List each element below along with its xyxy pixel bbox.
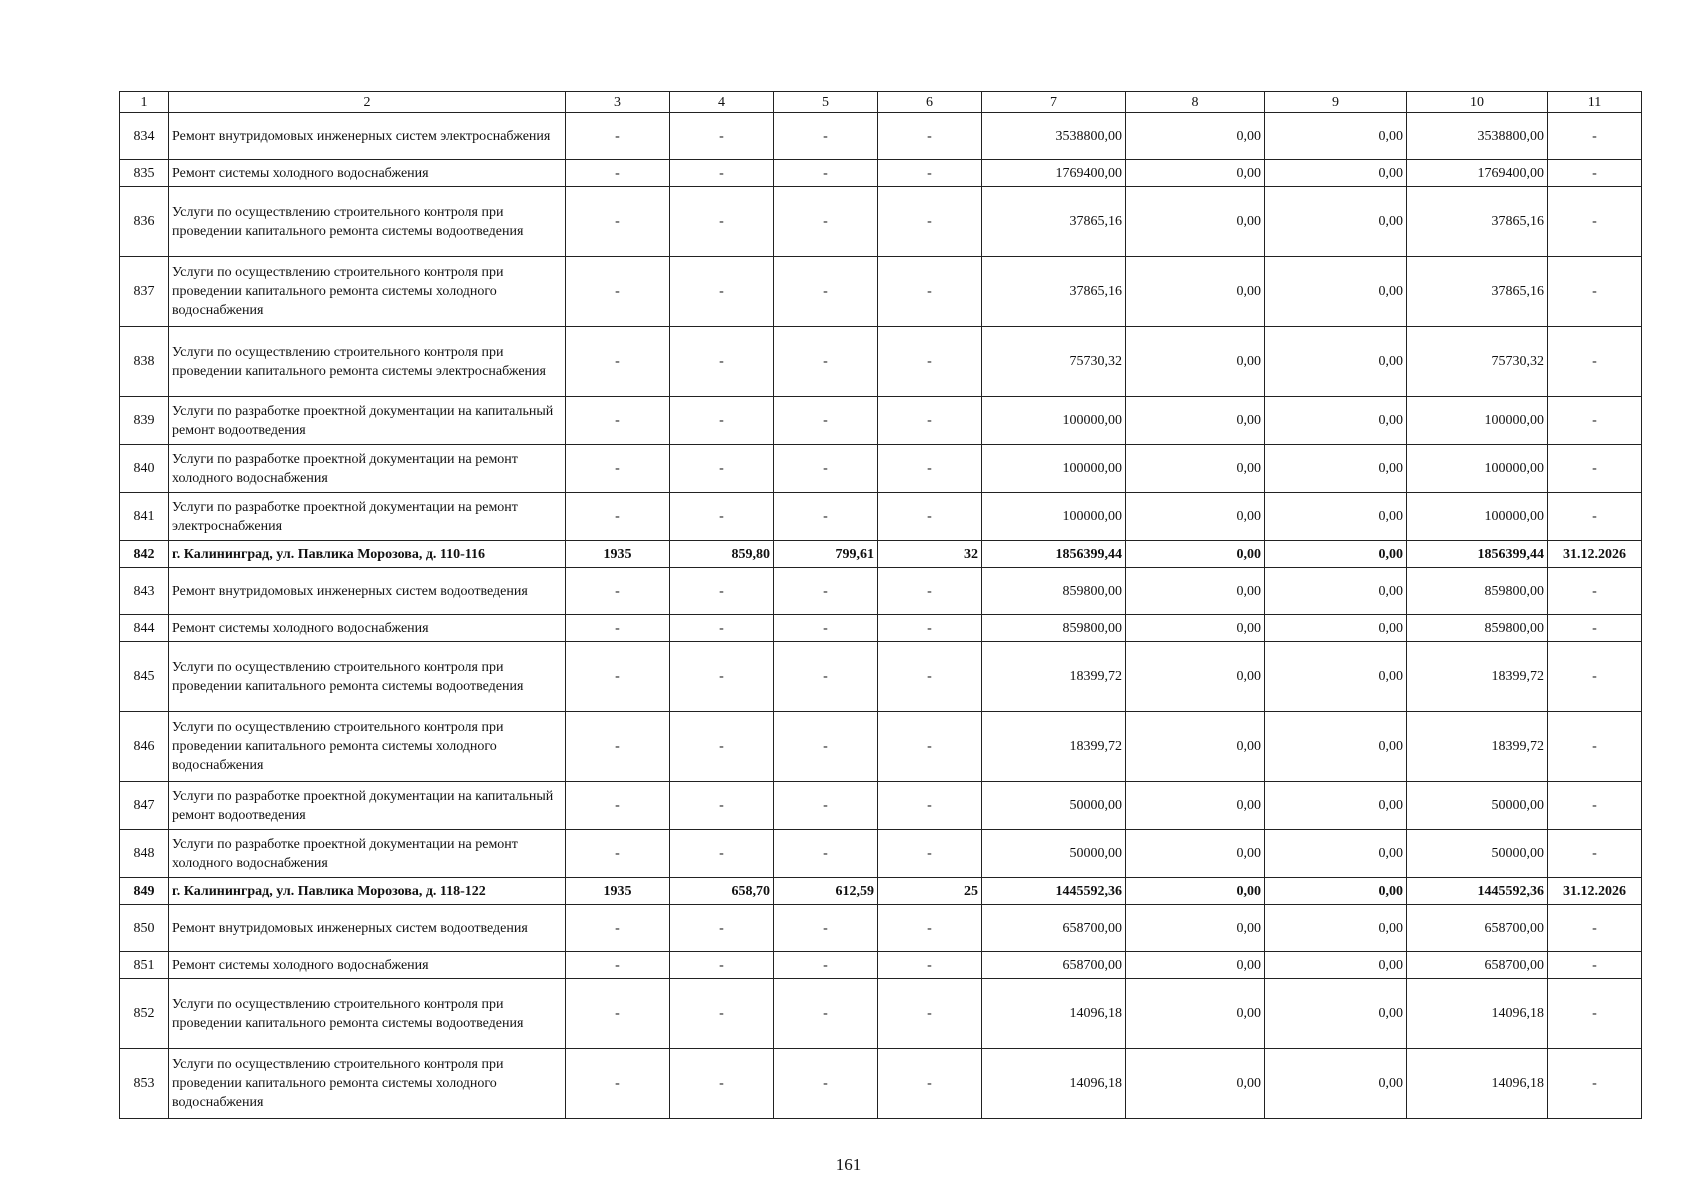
living-area-cell: - xyxy=(774,257,878,327)
column-header: 8 xyxy=(1126,92,1265,113)
budget-cost-cell: 0,00 xyxy=(1265,113,1407,160)
fund-cost-cell: 0,00 xyxy=(1126,493,1265,541)
description-cell: Услуги по разработке проектной документации на ремонт электроснабжения xyxy=(169,493,566,541)
deadline-cell: - xyxy=(1548,712,1642,782)
page-number: 161 xyxy=(835,1155,862,1174)
fund-cost-cell: 0,00 xyxy=(1126,1049,1265,1119)
residents-cell: - xyxy=(878,615,982,642)
living-area-cell: 799,61 xyxy=(774,541,878,568)
living-area-cell: - xyxy=(774,113,878,160)
owners-cost-cell: 100000,00 xyxy=(1407,445,1548,493)
table-row xyxy=(120,493,1642,541)
year-cell: - xyxy=(566,397,670,445)
row-number-cell: 850 xyxy=(120,905,169,952)
description-cell: Услуги по осуществлению строительного контроля при проведении капитального ремонта системы водоотведения xyxy=(169,979,566,1049)
description-cell: Ремонт внутридомовых инженерных систем водоотведения xyxy=(169,568,566,615)
deadline-cell: 31.12.2026 xyxy=(1548,541,1642,568)
living-area-cell: - xyxy=(774,1049,878,1119)
deadline-cell: - xyxy=(1548,493,1642,541)
deadline-cell: - xyxy=(1548,160,1642,187)
row-number-cell: 841 xyxy=(120,493,169,541)
owners-cost-cell: 1769400,00 xyxy=(1407,160,1548,187)
deadline-cell: - xyxy=(1548,905,1642,952)
fund-cost-cell: 0,00 xyxy=(1126,952,1265,979)
budget-cost-cell: 0,00 xyxy=(1265,257,1407,327)
fund-cost-cell: 0,00 xyxy=(1126,568,1265,615)
living-area-cell: - xyxy=(774,568,878,615)
table-row xyxy=(120,905,1642,952)
year-cell: - xyxy=(566,952,670,979)
table-row xyxy=(120,712,1642,782)
total-cost-cell: 658700,00 xyxy=(982,905,1126,952)
description-cell: Ремонт внутридомовых инженерных систем водоотведения xyxy=(169,905,566,952)
total-cost-cell: 100000,00 xyxy=(982,397,1126,445)
residents-cell: 32 xyxy=(878,541,982,568)
residents-cell: - xyxy=(878,952,982,979)
owners-cost-cell: 18399,72 xyxy=(1407,642,1548,712)
budget-cost-cell: 0,00 xyxy=(1265,327,1407,397)
table-row xyxy=(120,782,1642,830)
owners-cost-cell: 658700,00 xyxy=(1407,952,1548,979)
residents-cell: - xyxy=(878,113,982,160)
budget-cost-cell: 0,00 xyxy=(1265,445,1407,493)
total-cost-cell: 658700,00 xyxy=(982,952,1126,979)
living-area-cell: - xyxy=(774,905,878,952)
table-body xyxy=(120,113,1642,1119)
total-cost-cell: 3538800,00 xyxy=(982,113,1126,160)
table-row xyxy=(120,615,1642,642)
deadline-cell: - xyxy=(1548,187,1642,257)
row-number-cell: 844 xyxy=(120,615,169,642)
owners-cost-cell: 1445592,36 xyxy=(1407,878,1548,905)
total-cost-cell: 859800,00 xyxy=(982,615,1126,642)
budget-cost-cell: 0,00 xyxy=(1265,1049,1407,1119)
row-number-cell: 838 xyxy=(120,327,169,397)
residents-cell: - xyxy=(878,493,982,541)
fund-cost-cell: 0,00 xyxy=(1126,541,1265,568)
column-header: 6 xyxy=(878,92,982,113)
total-area-cell: - xyxy=(670,327,774,397)
description-cell: г. Калининград, ул. Павлика Морозова, д. 110-116 xyxy=(169,541,566,568)
year-cell: - xyxy=(566,568,670,615)
row-number-cell: 852 xyxy=(120,979,169,1049)
total-area-cell: - xyxy=(670,493,774,541)
owners-cost-cell: 50000,00 xyxy=(1407,830,1548,878)
row-number-cell: 835 xyxy=(120,160,169,187)
year-cell: - xyxy=(566,257,670,327)
fund-cost-cell: 0,00 xyxy=(1126,830,1265,878)
year-cell: - xyxy=(566,712,670,782)
total-cost-cell: 37865,16 xyxy=(982,187,1126,257)
column-header: 3 xyxy=(566,92,670,113)
address-row xyxy=(120,878,1642,905)
residents-cell: - xyxy=(878,445,982,493)
total-cost-cell: 1856399,44 xyxy=(982,541,1126,568)
column-header: 1 xyxy=(120,92,169,113)
row-number-cell: 849 xyxy=(120,878,169,905)
row-number-cell: 846 xyxy=(120,712,169,782)
year-cell: - xyxy=(566,642,670,712)
description-cell: Услуги по осуществлению строительного контроля при проведении капитального ремонта системы водоотведения xyxy=(169,642,566,712)
owners-cost-cell: 50000,00 xyxy=(1407,782,1548,830)
table-row xyxy=(120,113,1642,160)
total-area-cell: - xyxy=(670,113,774,160)
total-cost-cell: 50000,00 xyxy=(982,830,1126,878)
residents-cell: - xyxy=(878,568,982,615)
budget-cost-cell: 0,00 xyxy=(1265,782,1407,830)
deadline-cell: - xyxy=(1548,568,1642,615)
owners-cost-cell: 100000,00 xyxy=(1407,397,1548,445)
budget-cost-cell: 0,00 xyxy=(1265,712,1407,782)
total-area-cell: - xyxy=(670,952,774,979)
fund-cost-cell: 0,00 xyxy=(1126,642,1265,712)
budget-cost-cell: 0,00 xyxy=(1265,615,1407,642)
living-area-cell: - xyxy=(774,327,878,397)
total-cost-cell: 50000,00 xyxy=(982,782,1126,830)
owners-cost-cell: 3538800,00 xyxy=(1407,113,1548,160)
deadline-cell: - xyxy=(1548,397,1642,445)
fund-cost-cell: 0,00 xyxy=(1126,187,1265,257)
year-cell: - xyxy=(566,493,670,541)
table-row xyxy=(120,160,1642,187)
fund-cost-cell: 0,00 xyxy=(1126,160,1265,187)
living-area-cell: - xyxy=(774,493,878,541)
table-row xyxy=(120,830,1642,878)
total-area-cell: - xyxy=(670,782,774,830)
total-area-cell: - xyxy=(670,160,774,187)
table-row xyxy=(120,327,1642,397)
total-cost-cell: 100000,00 xyxy=(982,445,1126,493)
table-row xyxy=(120,187,1642,257)
budget-cost-cell: 0,00 xyxy=(1265,160,1407,187)
row-number-cell: 843 xyxy=(120,568,169,615)
owners-cost-cell: 859800,00 xyxy=(1407,615,1548,642)
residents-cell: - xyxy=(878,905,982,952)
owners-cost-cell: 859800,00 xyxy=(1407,568,1548,615)
living-area-cell: - xyxy=(774,782,878,830)
owners-cost-cell: 1856399,44 xyxy=(1407,541,1548,568)
table-row xyxy=(120,979,1642,1049)
table-row xyxy=(120,952,1642,979)
table-row xyxy=(120,397,1642,445)
total-area-cell: - xyxy=(670,1049,774,1119)
residents-cell: - xyxy=(878,642,982,712)
row-number-cell: 845 xyxy=(120,642,169,712)
fund-cost-cell: 0,00 xyxy=(1126,712,1265,782)
residents-cell: - xyxy=(878,257,982,327)
year-cell: 1935 xyxy=(566,541,670,568)
row-number-cell: 853 xyxy=(120,1049,169,1119)
row-number-cell: 842 xyxy=(120,541,169,568)
total-area-cell: - xyxy=(670,615,774,642)
deadline-cell: - xyxy=(1548,642,1642,712)
total-cost-cell: 75730,32 xyxy=(982,327,1126,397)
column-header: 2 xyxy=(169,92,566,113)
table-row xyxy=(120,445,1642,493)
year-cell: - xyxy=(566,1049,670,1119)
budget-cost-cell: 0,00 xyxy=(1265,878,1407,905)
year-cell: - xyxy=(566,445,670,493)
year-cell: - xyxy=(566,187,670,257)
deadline-cell: - xyxy=(1548,615,1642,642)
budget-cost-cell: 0,00 xyxy=(1265,830,1407,878)
budget-cost-cell: 0,00 xyxy=(1265,568,1407,615)
deadline-cell: - xyxy=(1548,113,1642,160)
row-number-cell: 834 xyxy=(120,113,169,160)
deadline-cell: - xyxy=(1548,1049,1642,1119)
row-number-cell: 840 xyxy=(120,445,169,493)
year-cell: 1935 xyxy=(566,878,670,905)
fund-cost-cell: 0,00 xyxy=(1126,782,1265,830)
year-cell: - xyxy=(566,782,670,830)
deadline-cell: - xyxy=(1548,257,1642,327)
living-area-cell: - xyxy=(774,642,878,712)
residents-cell: - xyxy=(878,160,982,187)
deadline-cell: 31.12.2026 xyxy=(1548,878,1642,905)
budget-cost-cell: 0,00 xyxy=(1265,905,1407,952)
deadline-cell: - xyxy=(1548,445,1642,493)
data-table xyxy=(119,91,1642,1119)
column-header: 5 xyxy=(774,92,878,113)
year-cell: - xyxy=(566,113,670,160)
fund-cost-cell: 0,00 xyxy=(1126,113,1265,160)
description-cell: Услуги по разработке проектной документации на ремонт холодного водоснабжения xyxy=(169,830,566,878)
description-cell: Услуги по осуществлению строительного контроля при проведении капитального ремонта системы холодного водоснабжения xyxy=(169,1049,566,1119)
deadline-cell: - xyxy=(1548,830,1642,878)
year-cell: - xyxy=(566,327,670,397)
total-area-cell: - xyxy=(670,257,774,327)
row-number-cell: 848 xyxy=(120,830,169,878)
description-cell: Ремонт внутридомовых инженерных систем электроснабжения xyxy=(169,113,566,160)
deadline-cell: - xyxy=(1548,979,1642,1049)
residents-cell: - xyxy=(878,830,982,878)
residents-cell: - xyxy=(878,712,982,782)
living-area-cell: 612,59 xyxy=(774,878,878,905)
column-header: 7 xyxy=(982,92,1126,113)
deadline-cell: - xyxy=(1548,952,1642,979)
header-row xyxy=(120,92,1642,113)
year-cell: - xyxy=(566,979,670,1049)
budget-cost-cell: 0,00 xyxy=(1265,187,1407,257)
table-row xyxy=(120,257,1642,327)
living-area-cell: - xyxy=(774,445,878,493)
year-cell: - xyxy=(566,160,670,187)
total-cost-cell: 14096,18 xyxy=(982,1049,1126,1119)
fund-cost-cell: 0,00 xyxy=(1126,979,1265,1049)
description-cell: Ремонт системы холодного водоснабжения xyxy=(169,615,566,642)
residents-cell: - xyxy=(878,397,982,445)
budget-cost-cell: 0,00 xyxy=(1265,952,1407,979)
living-area-cell: - xyxy=(774,712,878,782)
owners-cost-cell: 37865,16 xyxy=(1407,257,1548,327)
owners-cost-cell: 14096,18 xyxy=(1407,1049,1548,1119)
budget-cost-cell: 0,00 xyxy=(1265,397,1407,445)
column-header: 4 xyxy=(670,92,774,113)
living-area-cell: - xyxy=(774,397,878,445)
residents-cell: - xyxy=(878,187,982,257)
owners-cost-cell: 658700,00 xyxy=(1407,905,1548,952)
owners-cost-cell: 37865,16 xyxy=(1407,187,1548,257)
budget-cost-cell: 0,00 xyxy=(1265,541,1407,568)
table-row xyxy=(120,568,1642,615)
total-cost-cell: 14096,18 xyxy=(982,979,1126,1049)
living-area-cell: - xyxy=(774,979,878,1049)
owners-cost-cell: 14096,18 xyxy=(1407,979,1548,1049)
description-cell: Услуги по разработке проектной документации на капитальный ремонт водоотведения xyxy=(169,782,566,830)
owners-cost-cell: 100000,00 xyxy=(1407,493,1548,541)
total-area-cell: - xyxy=(670,905,774,952)
living-area-cell: - xyxy=(774,615,878,642)
description-cell: Услуги по разработке проектной документации на ремонт холодного водоснабжения xyxy=(169,445,566,493)
fund-cost-cell: 0,00 xyxy=(1126,878,1265,905)
total-area-cell: - xyxy=(670,187,774,257)
column-header: 9 xyxy=(1265,92,1407,113)
residents-cell: 25 xyxy=(878,878,982,905)
description-cell: Услуги по осуществлению строительного контроля при проведении капитального ремонта системы холодного водоснабжения xyxy=(169,712,566,782)
fund-cost-cell: 0,00 xyxy=(1126,445,1265,493)
budget-cost-cell: 0,00 xyxy=(1265,979,1407,1049)
total-area-cell: - xyxy=(670,397,774,445)
total-cost-cell: 18399,72 xyxy=(982,642,1126,712)
total-cost-cell: 1769400,00 xyxy=(982,160,1126,187)
living-area-cell: - xyxy=(774,187,878,257)
total-cost-cell: 859800,00 xyxy=(982,568,1126,615)
table-row xyxy=(120,1049,1642,1119)
residents-cell: - xyxy=(878,979,982,1049)
residents-cell: - xyxy=(878,1049,982,1119)
description-cell: г. Калининград, ул. Павлика Морозова, д. 118-122 xyxy=(169,878,566,905)
total-cost-cell: 18399,72 xyxy=(982,712,1126,782)
total-cost-cell: 37865,16 xyxy=(982,257,1126,327)
total-area-cell: - xyxy=(670,830,774,878)
deadline-cell: - xyxy=(1548,782,1642,830)
description-cell: Услуги по осуществлению строительного контроля при проведении капитального ремонта системы водоотведения xyxy=(169,187,566,257)
column-header: 11 xyxy=(1548,92,1642,113)
total-area-cell: - xyxy=(670,445,774,493)
living-area-cell: - xyxy=(774,160,878,187)
deadline-cell: - xyxy=(1548,327,1642,397)
living-area-cell: - xyxy=(774,952,878,979)
fund-cost-cell: 0,00 xyxy=(1126,905,1265,952)
description-cell: Услуги по осуществлению строительного контроля при проведении капитального ремонта системы электроснабжения xyxy=(169,327,566,397)
owners-cost-cell: 75730,32 xyxy=(1407,327,1548,397)
residents-cell: - xyxy=(878,327,982,397)
fund-cost-cell: 0,00 xyxy=(1126,397,1265,445)
year-cell: - xyxy=(566,905,670,952)
total-area-cell: 658,70 xyxy=(670,878,774,905)
description-cell: Ремонт системы холодного водоснабжения xyxy=(169,952,566,979)
owners-cost-cell: 18399,72 xyxy=(1407,712,1548,782)
year-cell: - xyxy=(566,615,670,642)
row-number-cell: 847 xyxy=(120,782,169,830)
column-header: 10 xyxy=(1407,92,1548,113)
table-row xyxy=(120,642,1642,712)
total-area-cell: 859,80 xyxy=(670,541,774,568)
residents-cell: - xyxy=(878,782,982,830)
total-area-cell: - xyxy=(670,979,774,1049)
fund-cost-cell: 0,00 xyxy=(1126,257,1265,327)
row-number-cell: 837 xyxy=(120,257,169,327)
fund-cost-cell: 0,00 xyxy=(1126,615,1265,642)
description-cell: Ремонт системы холодного водоснабжения xyxy=(169,160,566,187)
year-cell: - xyxy=(566,830,670,878)
fund-cost-cell: 0,00 xyxy=(1126,327,1265,397)
description-cell: Услуги по осуществлению строительного контроля при проведении капитального ремонта системы холодного водоснабжения xyxy=(169,257,566,327)
address-row xyxy=(120,541,1642,568)
row-number-cell: 836 xyxy=(120,187,169,257)
total-area-cell: - xyxy=(670,642,774,712)
row-number-cell: 839 xyxy=(120,397,169,445)
total-cost-cell: 100000,00 xyxy=(982,493,1126,541)
budget-cost-cell: 0,00 xyxy=(1265,642,1407,712)
total-area-cell: - xyxy=(670,568,774,615)
row-number-cell: 851 xyxy=(120,952,169,979)
total-area-cell: - xyxy=(670,712,774,782)
description-cell: Услуги по разработке проектной документации на капитальный ремонт водоотведения xyxy=(169,397,566,445)
living-area-cell: - xyxy=(774,830,878,878)
budget-cost-cell: 0,00 xyxy=(1265,493,1407,541)
total-cost-cell: 1445592,36 xyxy=(982,878,1126,905)
